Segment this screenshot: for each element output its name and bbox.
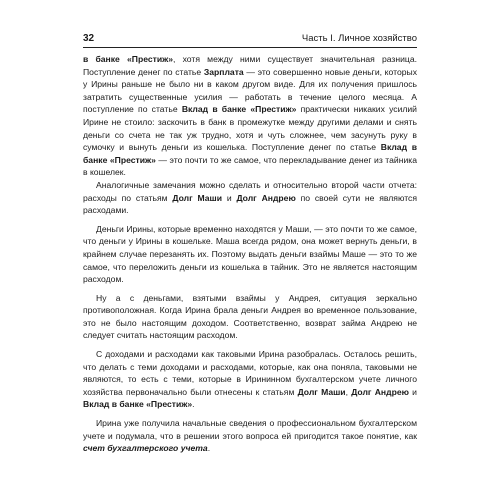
text-run: по своей сути не являются расходами.: [83, 192, 418, 216]
running-title: Часть I. Личное хозяйство: [301, 33, 417, 44]
bold-term: Долг Андрею: [236, 192, 296, 203]
text-run: Ирина уже получила начальные сведения о профессиональном бухгалтерском учете и подумала, что в решении этого вопроса ей пригодится такое понятие, как: [83, 418, 417, 441]
text-run: — это совершенно новые деньги, которых у Ирины раньше не было ни в каком другом виде. Для их получения пришлось затратить существенные усилия — работать в течение целого месяца. А поступление по статье: [83, 66, 417, 115]
paragraph: [83, 53, 417, 179]
text-run: Ну а с деньгами, взятыми взаймы у Андрея, ситуация зеркально противоположная. Когда Ирина брала деньги Андрея во временное пользование, это не было настоящим доходом. Соответственно, возврат займа Андрею не следует считать настоящим расходом.: [83, 292, 417, 341]
bold-term: Долг Маши: [172, 192, 223, 203]
paragraph: [83, 179, 417, 217]
bold-term: Вклад в банке «Престиж»: [83, 399, 193, 410]
paragraph: [83, 292, 417, 342]
text-run: .: [207, 443, 211, 454]
bold-term: Долг Андрею: [351, 386, 409, 397]
bold-term: в банке «Престиж»: [83, 54, 174, 64]
text-run: и: [222, 192, 237, 203]
paragraph: [83, 417, 417, 455]
bold-term: Зарплата: [203, 66, 244, 77]
text-run: ,: [345, 386, 352, 397]
bold-term: Вклад в банке «Престиж»: [181, 104, 297, 115]
text-run: Деньги Ирины, которые временно находятся у Маши, — это почти то же самое, что деньги у Ирины в кошельке. Маша всегда рядом, она может вернуть деньги, в крайнем случае перезанять их. Поэтому выдать деньги взаймы Маше — это то же самое, что переложить деньги из кошелька в тайник. Это не является настоящим расходом.: [83, 223, 417, 285]
text-run: .: [192, 399, 195, 410]
key-term: счет бухгалтерского учета: [83, 443, 208, 454]
text-run: и: [408, 386, 417, 397]
bold-term: Вклад в банке «Престиж»: [83, 142, 417, 165]
bold-term: Долг Маши: [297, 386, 346, 397]
header-rule: [83, 47, 417, 48]
page-number: 32: [83, 33, 95, 44]
text-run: — это почти то же самое, что перекладывание денег из тайника в кошелек.: [83, 154, 417, 178]
text-run: Аналогичные замечания можно сделать и относительно второй части отчета: расходы по статьям: [83, 179, 417, 203]
text-run: практически никаких усилий Ирине не стоило: заскочить в банк в промежутке между другими делами и снять деньги со счета не так уж трудно, хотя и чуть сложнее, чем засунуть руку в сумочку и вынуть деньги из кошелька. Поступление денег по статье: [83, 104, 417, 153]
paragraph: [83, 348, 417, 411]
body-text: [83, 53, 417, 455]
text-run: , хотя между ними существует значительная разница. Поступление денег по статье: [83, 54, 417, 77]
text-run: С доходами и расходами как таковыми Ирина разобралась. Осталось решить, что делать с теми доходами и расходами, которые, как она поняла, таковыми не являются, то есть с теми, которые в Ирининном бухгалтерском учете личного хозяйства первоначально были отнесены к статьям: [83, 349, 417, 397]
page-header: [83, 33, 417, 47]
paragraph: [83, 223, 417, 286]
